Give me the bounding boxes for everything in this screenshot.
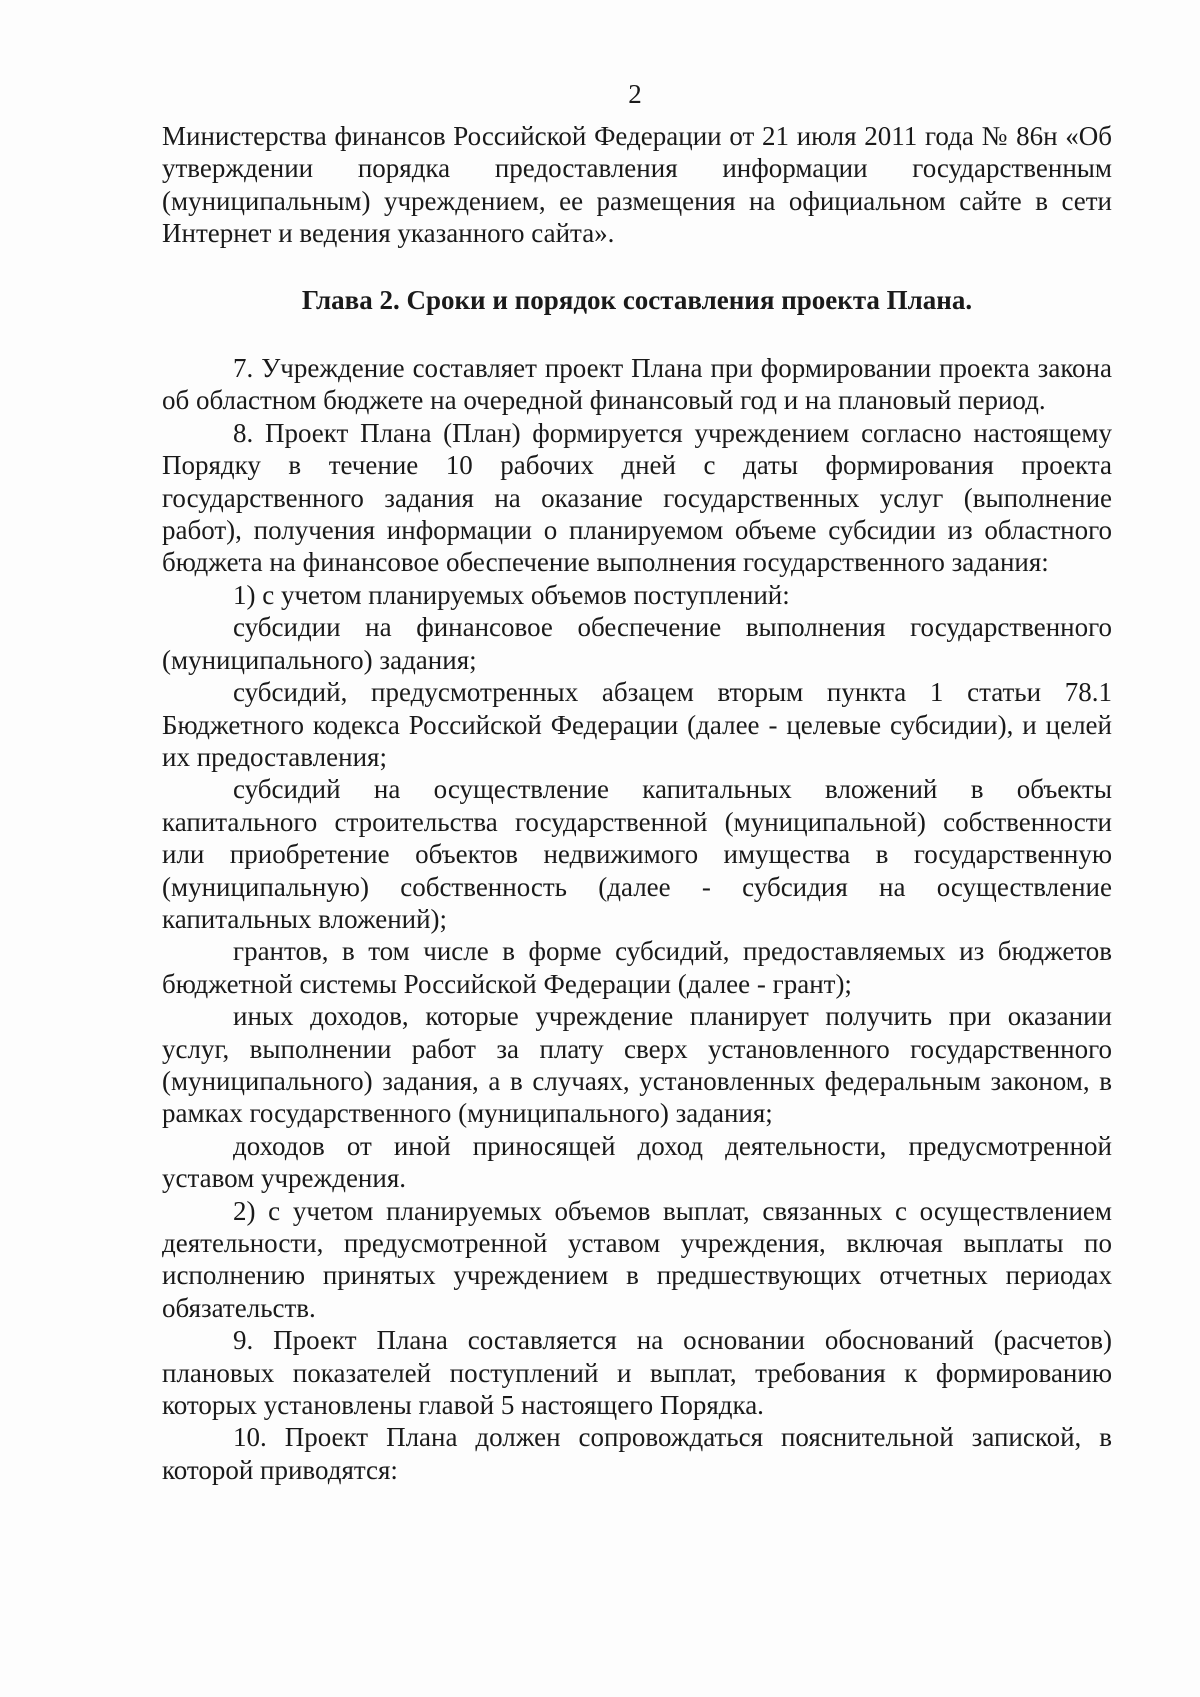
intro-paragraph: Министерства финансов Российской Федерации от 21 июля 2011 года № 86н «Об утверждении порядка предоставления информации государственным (муниципальным) учреждением, ее размещения на официальном сайте в сети Интернет и ведения указанного сайта». — [162, 121, 1112, 249]
chapter-title: Глава 2. Сроки и порядок составления проекта Плана. — [301, 284, 973, 315]
subitem-1-other-income: иных доходов, которые учреждение планирует получить при оказании услуг, выполнении работ за плату сверх установленного государственного (муниципального) задания, а в случаях, установленных федеральным законом, в рамках государственного (муниципального) задания; — [162, 1001, 1112, 1129]
document-body — [162, 120, 1112, 1486]
paragraph-10: 10. Проект Плана должен сопровождаться пояснительной запиской, в которой приводятся: — [162, 1422, 1112, 1485]
paragraph-8: 8. Проект Плана (План) формируется учреждением согласно настоящему Порядку в течение 10 рабочих дней с даты формирования проекта государственного задания на оказание государственных услуг (выполнение работ), получения информации о планируемом объеме субсидии из областного бюджета на финансовое обеспечение выполнения государственного задания: — [162, 417, 1112, 578]
subitem-2: 2) с учетом планируемых объемов выплат, связанных с осуществлением деятельности, предусмотренной уставом учреждения, включая выплаты по исполнению принятых учреждением в предшествующих отчетных периодах обязательств. — [162, 1195, 1112, 1323]
paragraph-7: 7. Учреждение составляет проект Плана при формировании проекта закона об областном бюджете на очередной финансовый год и на плановый период. — [162, 353, 1112, 416]
subitem-1-capital-subsidies: субсидий на осуществление капитальных вложений в объекты капитального строительства государственной (муниципальной) собственности или приобретение объектов недвижимого имущества в государственную (муниципальную) собственность (далее - субсидия на осуществление капитальных вложений); — [162, 774, 1112, 934]
subitem-1-target-subsidies: субсидий, предусмотренных абзацем вторым пункта 1 статьи 78.1 Бюджетного кодекса Российской Федерации (далее - целевые субсидии), и целей их предоставления; — [162, 677, 1112, 772]
subitem-1-grants: грантов, в том числе в форме субсидий, предоставляемых из бюджетов бюджетной системы Российской Федерации (далее - грант); — [162, 936, 1112, 999]
page-number: 2 — [628, 79, 642, 109]
subitem-1-subsidy-assignment: субсидии на финансовое обеспечение выполнения государственного (муниципального) задания; — [162, 612, 1112, 675]
subitem-1-other-activity-income: доходов от иной приносящей доход деятельности, предусмотренной уставом учреждения. — [162, 1130, 1112, 1194]
subitem-1: 1) с учетом планируемых объемов поступлений: — [233, 579, 790, 610]
paragraph-9: 9. Проект Плана составляется на основании обоснований (расчетов) плановых показателей поступлений и выплат, требования к формированию которых установлены главой 5 настоящего Порядка. — [162, 1325, 1112, 1421]
